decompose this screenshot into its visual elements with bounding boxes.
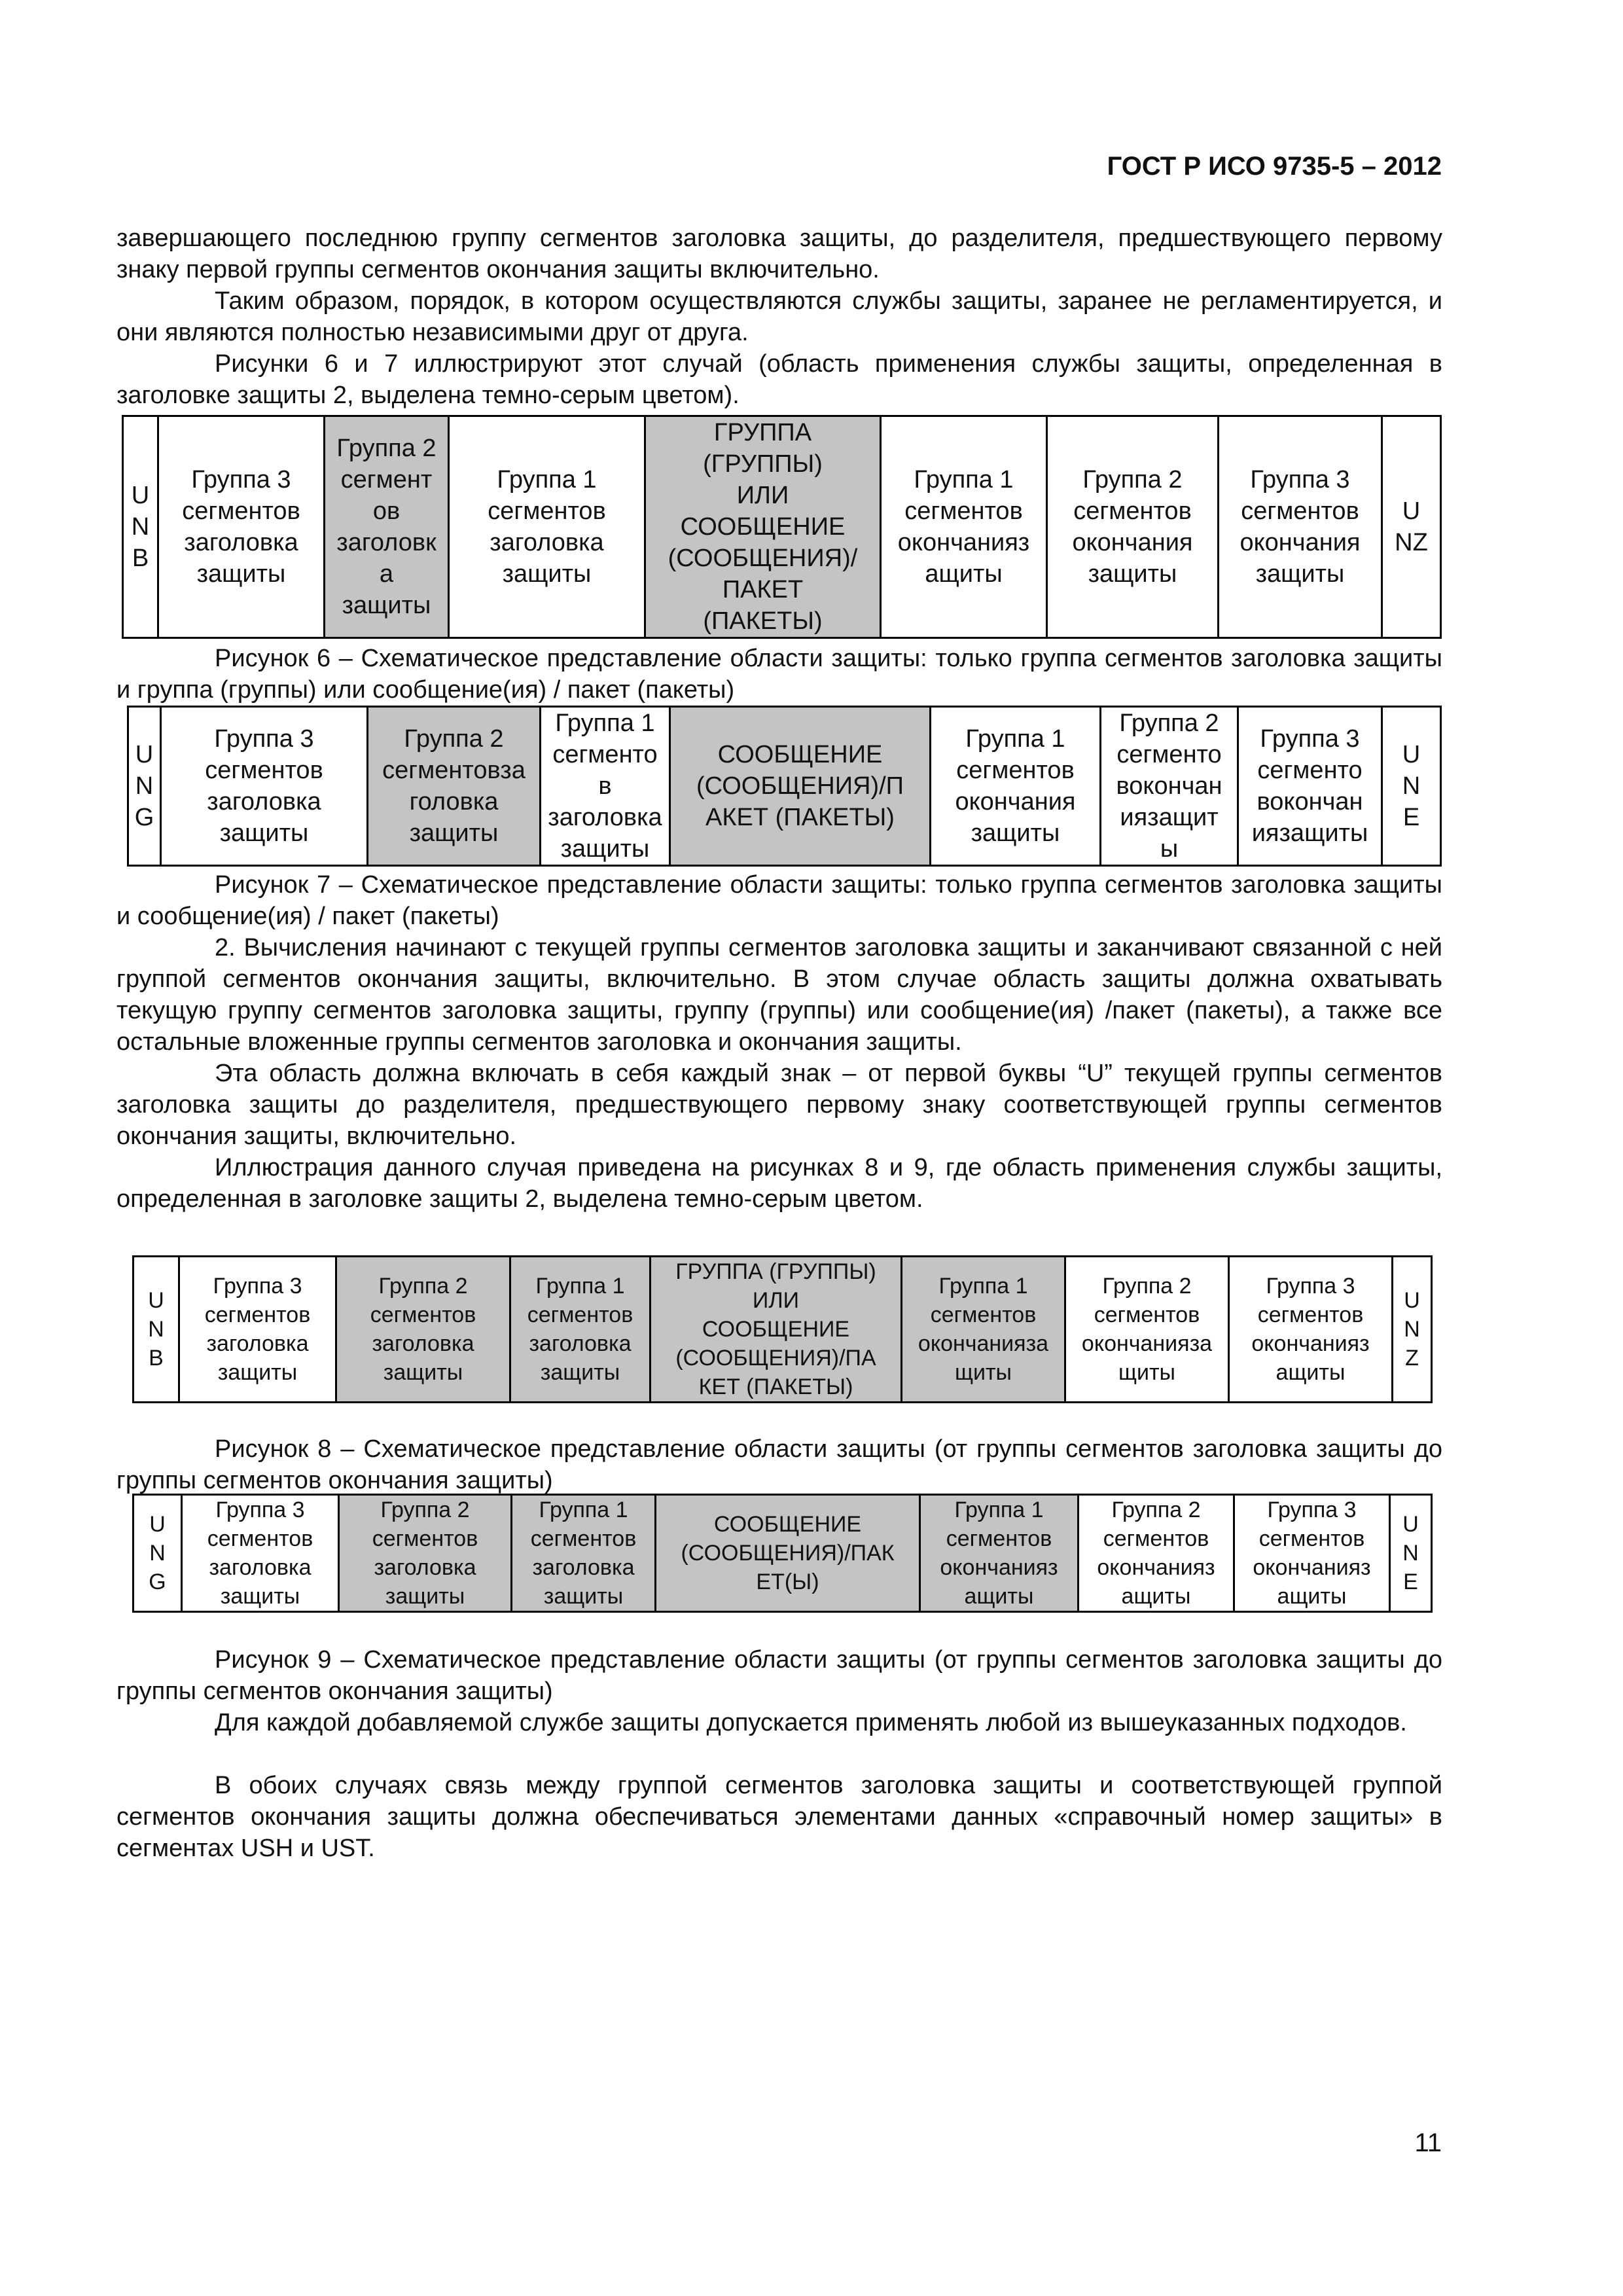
scheme-cell-line: Z [1405,1346,1419,1371]
scheme-cell [931,707,1101,866]
scheme-cell-line: ащиты [964,1584,1034,1609]
scheme-cell [651,1257,902,1403]
paragraph: Таким образом, порядок, в котором осуществляются службы защиты, заранее не регламентируется, и они являются полностью независимыми друг от друга. [116,287,1442,346]
scheme-cell [881,416,1047,638]
scheme-cell-line: N [131,513,150,541]
scheme-cell-line: Группа 2 [1119,709,1219,737]
scheme-cell-line: защиты [217,1360,298,1385]
scheme-cell-line: Группа 2 [1082,466,1183,493]
paragraph: Для каждой добавляемой службе защиты допускается применять любой из вышеуказанных подходов. [215,1709,1407,1736]
figure-9-row [134,1495,1432,1612]
scheme-cell-line: сегментов [1103,1526,1209,1551]
scheme-cell-line: иязащит [1120,804,1219,831]
scheme-cell [645,416,881,638]
scheme-cell-line: заголовка [529,1331,632,1356]
scheme-cell-line: АКЕТ (ПАКЕТЫ) [705,804,895,831]
scheme-cell-line: защиты [219,819,309,847]
scheme-cell-line: вокончан [1116,772,1222,800]
scheme-cell-line: сегментов [530,1526,637,1551]
scheme-cell [182,1495,339,1612]
paragraph-continuation: завершающего последнюю группу сегментов заголовка защиты, до разделителя, предшествующего первому знаку первой группы сегментов окончания защиты включительно. [116,224,1442,283]
scheme-cell-line: заголовка [374,1555,476,1580]
paragraph: Эта область должна включать в себя каждый знак – от первой буквы “U” текущей группы сегментов заголовка защиты до разделителя, предшествующего первому знаку соответствующей группы сегментов окончания защиты, включительно. [116,1060,1442,1150]
scheme-cell-line: защиты [196,560,286,588]
page-number: 11 [1414,2128,1442,2157]
scheme-cell-line: (СООБЩЕНИЯ)/ПА [675,1346,876,1371]
scheme-cell [1079,1495,1234,1612]
scheme-cell [541,707,670,866]
scheme-cell [670,707,931,866]
figure-7-caption: Рисунок 7 – Схематическое представление области защиты: только группа сегментов заголовка защиты и сообщение(ия) / пакет (пакеты) [116,871,1442,930]
scheme-cell-line: СООБЩЕНИЕ [713,1512,862,1537]
scheme-cell-line: заголовка [206,1331,309,1356]
scheme-cell-line: U [131,482,150,509]
scheme-cell-line: U [1402,1512,1419,1537]
scheme-cell-line: ПАКЕТ [722,576,804,603]
scheme-cell [179,1257,336,1403]
scheme-cell-line: ИЛИ [752,1288,800,1313]
scheme-cell-line: Группа 2 [336,435,437,462]
scheme-cell [161,707,368,866]
scheme-cell-line: защиты [543,1584,624,1609]
scheme-cell [128,707,161,866]
scheme-cell-line: Группа 3 [214,725,314,753]
scheme-cell-line: Группа 1 [555,709,655,737]
scheme-cell-line: СООБЩЕНИЕ [717,741,883,768]
scheme-cell-line: U [1402,741,1421,768]
scheme-cell-line: КЕТ (ПАКЕТЫ) [698,1374,853,1399]
scheme-cell-line: заголовка [372,1331,474,1356]
scheme-cell-line: заголовка [532,1555,635,1580]
paragraph: В обоих случаях связь между группой сегментов заголовка защиты и соответствующей группой сегментов окончания защиты должна обеспечиваться элементами данных «справочный номер защиты» в сегментах USH и UST. [116,1772,1442,1862]
scheme-cell-line: N [1402,1541,1419,1566]
scheme-cell-line: N [1404,1317,1420,1342]
scheme-cell-line: сегментов [370,1302,476,1327]
scheme-cell [510,1257,651,1403]
scheme-cell [449,416,645,638]
scheme-cell-line: заголовка [548,804,662,831]
scheme-cell-line: N [1402,772,1421,800]
scheme-cell-line: заголовка [184,529,298,556]
scheme-cell-line: Группа 3 [213,1274,302,1299]
scheme-cell-line: сегментов [956,757,1075,784]
scheme-cell-line: а [379,560,394,588]
scheme-cell-line: Группа 2 [404,725,504,753]
scheme-cell-line: окончанияза [918,1331,1049,1356]
scheme-cell-line: N [149,1541,166,1566]
scheme-cell-line: (СООБЩЕНИЯ)/ПАК [681,1541,895,1566]
scheme-cell-line: Группа 3 [1266,1274,1355,1299]
scheme-cell-line: Группа 2 [378,1274,468,1299]
scheme-cell-line: сегментовза [382,757,526,784]
scheme-cell [920,1495,1079,1612]
scheme-cell-line: защиты [1255,560,1345,588]
scheme-cell-line: ЕТ(Ы) [756,1570,819,1594]
scheme-cell-line: окончания [1072,529,1193,556]
paragraph: Иллюстрация данного случая приведена на рисунках 8 и 9, где область применения службы защиты, определенная в заголовке защиты 2, выделена темно-серым цветом. [116,1154,1442,1213]
document-header: ГОСТ Р ИСО 9735-5 – 2012 [1107,152,1442,181]
figure-9-scheme [132,1494,1433,1613]
scheme-cell-line: Группа 1 [497,466,597,493]
scheme-cell-line: ГРУППА (ГРУППЫ) [675,1259,876,1284]
scheme-cell-line: Группа 2 [380,1498,470,1522]
scheme-cell-line: СООБЩЕНИЕ [702,1317,850,1342]
figure-7-row [128,707,1441,866]
scheme-cell [1229,1257,1393,1403]
scheme-cell-line: сегментов [1257,1302,1364,1327]
scheme-cell-line: сегменто [552,741,658,768]
scheme-cell-line: защиты [540,1360,620,1385]
figure-8-row [134,1257,1432,1403]
scheme-cell-line: Группа 3 [1250,466,1350,493]
scheme-cell-line: ов [372,497,401,525]
scheme-cell-line: защиты [409,819,499,847]
scheme-cell-line: Группа 3 [1267,1498,1357,1522]
scheme-cell-line: ащиты [925,560,1003,588]
scheme-cell-line: сегментов [205,757,323,784]
scheme-cell-line: (СООБЩЕНИЯ)/П [696,772,904,800]
figure-8-scheme [132,1255,1433,1403]
scheme-cell-line: окончанияз [1253,1555,1371,1580]
scheme-cell-line: головка [409,788,499,816]
scheme-cell-line: защиты [971,819,1060,847]
scheme-cell-line: Группа 2 [1111,1498,1201,1522]
scheme-cell-line: СООБЩЕНИЕ [680,513,846,541]
figure-7-scheme [127,706,1442,867]
scheme-cell-line: Группа 3 [1260,725,1360,753]
scheme-cell-line: Группа 1 [965,725,1065,753]
scheme-cell-line: Группа 1 [938,1274,1028,1299]
scheme-cell [134,1495,182,1612]
scheme-cell [336,1257,510,1403]
scheme-cell-line: B [132,545,149,572]
scheme-cell-line: окончанияз [897,529,1030,556]
scheme-cell-line: сегмент [340,466,433,493]
scheme-cell [134,1257,179,1403]
paragraph: 2. Вычисления начинают с текущей группы сегментов заголовка защиты и заканчивают связанной с ней группой сегментов окончания защиты, включительно. В этом случае область защиты должна охватывать текущую группу сегментов заголовка защиты, группу (группы) или сообщение(ия) /пакет (пакеты), а также все остальные вложенные группы сегментов заголовка и окончания защиты. [116,934,1442,1056]
scheme-cell-line: ащиты [1275,1360,1346,1385]
scheme-cell-line: заголовк [336,529,437,556]
scheme-cell-line: окончанияз [940,1555,1058,1580]
scheme-cell [512,1495,656,1612]
scheme-cell-line: защиты [1088,560,1177,588]
scheme-cell-line: U [135,741,154,768]
scheme-cell-line: защиты [385,1584,465,1609]
scheme-cell-line: сегменто [1257,757,1363,784]
scheme-cell [123,416,158,638]
scheme-cell-line: (СООБЩЕНИЯ)/ [668,545,858,572]
scheme-cell-line: окончания [1240,529,1361,556]
scheme-cell [1238,707,1382,866]
scheme-cell [339,1495,512,1612]
scheme-cell-line: U [1402,497,1421,525]
scheme-cell [1101,707,1238,866]
scheme-cell-line: сегментов [527,1302,633,1327]
scheme-cell-line: ИЛИ [736,482,789,509]
scheme-cell-line: сегментов [372,1526,478,1551]
scheme-cell-line: сегменто [1116,741,1222,768]
scheme-cell [1065,1257,1229,1403]
scheme-cell-line: Группа 3 [215,1498,305,1522]
scheme-cell-line: Группа 1 [539,1498,628,1522]
scheme-cell-line: защиты [342,592,431,619]
scheme-cell-line: окончанияз [1251,1331,1370,1356]
scheme-cell [1234,1495,1390,1612]
scheme-cell-line: Группа 3 [191,466,291,493]
scheme-cell-line: сегментов [1258,1526,1365,1551]
scheme-cell-line: окончанияза [1081,1331,1213,1356]
scheme-cell [1382,707,1441,866]
scheme-cell-line: ГРУППА [713,419,812,446]
scheme-cell [1047,416,1219,638]
scheme-cell-line: заголовка [209,1555,312,1580]
scheme-cell-line: U [148,1288,164,1313]
scheme-cell-line: Группа 1 [535,1274,625,1299]
scheme-cell-line: E [1403,1570,1418,1594]
scheme-cell-line: N [135,772,154,800]
scheme-cell [1393,1257,1432,1403]
scheme-cell-line: иязащиты [1251,819,1368,847]
scheme-cell-line: ы [1160,835,1179,863]
scheme-cell-line: заголовка [207,788,321,816]
scheme-cell-line: в [598,772,612,800]
scheme-cell-line: сегментов [1073,497,1192,525]
scheme-cell-line: E [1402,804,1420,831]
scheme-cell-line: заголовка [490,529,604,556]
figure-6-row [123,416,1441,638]
scheme-cell-line: защиты [502,560,592,588]
scheme-cell-line: щиты [1118,1360,1175,1385]
scheme-cell-line: Группа 1 [914,466,1014,493]
figure-8-caption: Рисунок 8 – Схематическое представление области защиты (от группы сегментов заголовка защиты до группы сегментов окончания защиты) [116,1435,1442,1494]
scheme-cell-line: сегментов [1094,1302,1200,1327]
scheme-cell-line: G [149,1570,166,1594]
scheme-cell [902,1257,1065,1403]
scheme-cell [1390,1495,1432,1612]
scheme-cell-line: (ПАКЕТЫ) [703,607,823,635]
scheme-cell-line: сегментов [1241,497,1359,525]
scheme-cell-line: Группа 1 [954,1498,1044,1522]
scheme-cell-line: NZ [1395,529,1428,556]
scheme-cell-line: G [134,804,154,831]
scheme-cell-line: ащиты [1277,1584,1347,1609]
scheme-cell-line: защиты [383,1360,463,1385]
scheme-cell-line: защиты [560,835,650,863]
scheme-cell [368,707,541,866]
scheme-cell-line: сегментов [946,1526,1052,1551]
scheme-cell-line: окончанияз [1097,1555,1215,1580]
scheme-cell-line: B [149,1346,164,1371]
scheme-cell [158,416,325,638]
scheme-cell [325,416,449,638]
scheme-cell-line: сегментов [930,1302,1037,1327]
scheme-cell-line: N [148,1317,164,1342]
scheme-cell-line: защиты [220,1584,300,1609]
scheme-cell-line: сегментов [488,497,606,525]
scheme-cell-line: U [149,1512,166,1537]
figure-6-scheme [122,415,1442,639]
scheme-cell [1382,416,1441,638]
scheme-cell-line: вокончан [1257,788,1363,816]
scheme-cell-line: сегментов [182,497,300,525]
figure-9-caption: Рисунок 9 – Схематическое представление области защиты (от группы сегментов заголовка защиты до группы сегментов окончания защиты) [116,1646,1442,1705]
scheme-cell-line: сегментов [204,1302,311,1327]
scheme-cell [656,1495,920,1612]
scheme-cell-line: Группа 2 [1102,1274,1192,1299]
scheme-cell-line: окончания [955,788,1076,816]
scheme-cell-line: сегментов [904,497,1023,525]
scheme-cell-line: (ГРУППЫ) [703,450,823,478]
scheme-cell [1219,416,1382,638]
scheme-cell-line: щиты [955,1360,1012,1385]
scheme-cell-line: U [1404,1288,1420,1313]
figure-6-caption: Рисунок 6 – Схематическое представление области защиты: только группа сегментов заголовка защиты и группа (группы) или сообщение(ия) / пакет (пакеты) [116,645,1442,704]
paragraph: Рисунки 6 и 7 иллюстрируют этот случай (область применения службы защиты, определенная в заголовке защиты 2, выделена темно-серым цветом). [116,350,1442,409]
scheme-cell-line: ащиты [1121,1584,1191,1609]
scheme-cell-line: сегментов [207,1526,313,1551]
